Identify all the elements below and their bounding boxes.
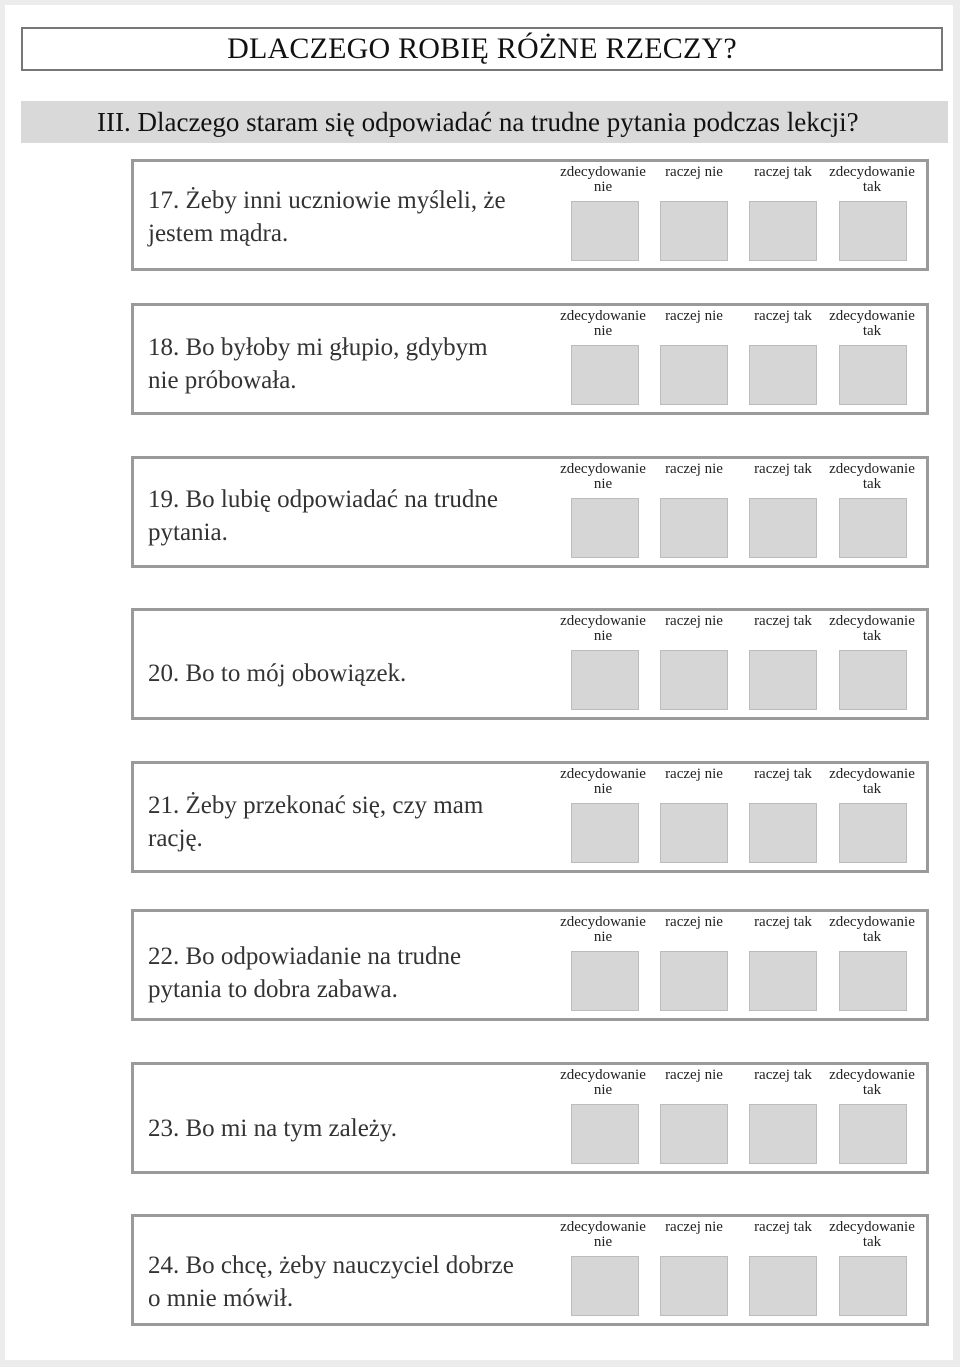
option-label-line2: tak (862, 1234, 882, 1250)
option-label-line1: zdecydowanie (829, 613, 915, 629)
question-text-line: 23. Bo mi na tym zależy. (148, 1115, 398, 1142)
question-text-line: 18. Bo byłoby mi głupio, gdybym (148, 334, 488, 361)
option-label-line2: nie (593, 929, 613, 945)
question-text-line: 19. Bo lubię odpowiadać na trudne (148, 486, 498, 513)
option-label (822, 915, 922, 945)
option-label-line1: zdecydowanie (560, 613, 646, 629)
answer-checkbox[interactable] (839, 951, 907, 1011)
question-text-line (148, 624, 548, 657)
question-item (131, 456, 929, 568)
option-label (822, 309, 922, 339)
option-label (644, 614, 744, 629)
question-text-line: pytania. (148, 519, 228, 546)
option-label (733, 1068, 833, 1083)
answer-checkbox[interactable] (660, 498, 728, 558)
option-label-line1: zdecydowanie (560, 914, 646, 930)
answer-checkbox[interactable] (571, 803, 639, 863)
question-text-line: 20. Bo to mój obowiązek. (148, 660, 407, 687)
answer-checkbox[interactable] (571, 650, 639, 710)
option-label-line1: zdecydowanie (829, 308, 915, 324)
option-label (553, 915, 653, 945)
answer-checkbox[interactable] (839, 498, 907, 558)
option-label-line1: raczej tak (754, 914, 812, 930)
option-label (644, 1220, 744, 1235)
answer-checkbox[interactable] (749, 650, 817, 710)
question-item (131, 159, 929, 271)
option-label (822, 462, 922, 492)
option-label-line1: zdecydowanie (560, 308, 646, 324)
option-label-line1: zdecydowanie (560, 766, 646, 782)
answer-checkbox[interactable] (660, 1256, 728, 1316)
option-label-line2: nie (593, 1082, 613, 1098)
option-label (553, 1220, 653, 1250)
option-label-line1: raczej tak (754, 1067, 812, 1083)
option-label (733, 1220, 833, 1235)
option-label (822, 767, 922, 797)
option-label-line1: raczej nie (665, 613, 723, 629)
option-label-line2: tak (862, 476, 882, 492)
answer-checkbox[interactable] (660, 1104, 728, 1164)
option-label-line1: zdecydowanie (829, 914, 915, 930)
answer-checkbox[interactable] (839, 345, 907, 405)
question-item (131, 303, 929, 415)
option-label-line2: tak (862, 323, 882, 339)
option-label-line1: raczej nie (665, 1067, 723, 1083)
question-text-line: rację. (148, 825, 203, 852)
option-label (733, 614, 833, 629)
option-label (644, 165, 744, 180)
answer-checkbox[interactable] (571, 345, 639, 405)
question-item (131, 1214, 929, 1326)
option-label-line2: tak (862, 628, 882, 644)
question-text-line (148, 1079, 548, 1112)
question-text-line: 24. Bo chcę, żeby nauczyciel dobrze (148, 1252, 514, 1279)
answer-checkbox[interactable] (660, 650, 728, 710)
answer-checkbox[interactable] (839, 201, 907, 261)
option-label (733, 915, 833, 930)
option-label (644, 767, 744, 782)
question-text (148, 789, 548, 855)
answer-checkbox[interactable] (749, 498, 817, 558)
option-label (733, 462, 833, 477)
question-item (131, 761, 929, 873)
answer-checkbox[interactable] (660, 345, 728, 405)
option-label-line1: raczej tak (754, 766, 812, 782)
question-text (148, 331, 548, 397)
question-text (148, 1249, 548, 1315)
option-label-line1: zdecydowanie (560, 164, 646, 180)
option-label (553, 309, 653, 339)
question-text (148, 1079, 548, 1145)
option-label-line1: raczej nie (665, 461, 723, 477)
option-label-line1: raczej tak (754, 1219, 812, 1235)
option-label (553, 614, 653, 644)
answer-checkbox[interactable] (839, 1256, 907, 1316)
option-label-line1: zdecydowanie (829, 1067, 915, 1083)
answer-checkbox[interactable] (749, 201, 817, 261)
answer-checkbox[interactable] (749, 345, 817, 405)
question-text-line: nie próbowała. (148, 367, 297, 394)
option-label-line2: nie (593, 476, 613, 492)
option-label (822, 165, 922, 195)
answer-checkbox[interactable] (571, 1256, 639, 1316)
option-label (553, 1068, 653, 1098)
option-label-line1: raczej nie (665, 164, 723, 180)
option-label (553, 165, 653, 195)
answer-checkbox[interactable] (571, 201, 639, 261)
section-header (21, 101, 948, 143)
option-label-line2: tak (862, 179, 882, 195)
option-label (553, 462, 653, 492)
option-label-line2: tak (862, 781, 882, 797)
option-label (733, 767, 833, 782)
option-label-line1: zdecydowanie (829, 461, 915, 477)
question-text (148, 184, 548, 250)
option-label (822, 1220, 922, 1250)
option-label (733, 165, 833, 180)
page-title (21, 27, 943, 71)
answer-checkbox[interactable] (749, 1256, 817, 1316)
question-text-line: 22. Bo odpowiadanie na trudne (148, 943, 462, 970)
option-label-line1: zdecydowanie (560, 1219, 646, 1235)
answer-checkbox[interactable] (749, 1104, 817, 1164)
option-label-line1: zdecydowanie (829, 1219, 915, 1235)
option-label-line1: raczej nie (665, 1219, 723, 1235)
option-label-line2: tak (862, 1082, 882, 1098)
option-label (644, 1068, 744, 1083)
question-text-line: o mnie mówił. (148, 1285, 294, 1312)
option-label-line1: raczej tak (754, 308, 812, 324)
question-text (148, 940, 548, 1006)
answer-checkbox[interactable] (660, 201, 728, 261)
option-label-line1: zdecydowanie (829, 766, 915, 782)
answer-checkbox[interactable] (571, 1104, 639, 1164)
option-label-line2: nie (593, 628, 613, 644)
option-label-line2: nie (593, 781, 613, 797)
question-item (131, 608, 929, 720)
option-label-line1: raczej tak (754, 461, 812, 477)
answer-checkbox[interactable] (660, 803, 728, 863)
question-text-line: 21. Żeby przekonać się, czy mam (148, 792, 484, 819)
option-label-line2: nie (593, 323, 613, 339)
option-label (822, 614, 922, 644)
question-text-line: 17. Żeby inni uczniowie myśleli, że (148, 187, 506, 214)
question-text-line: jestem mądra. (148, 220, 289, 247)
answer-checkbox[interactable] (571, 951, 639, 1011)
option-label-line1: zdecydowanie (560, 461, 646, 477)
question-text (148, 483, 548, 549)
question-item (131, 909, 929, 1021)
option-label (644, 462, 744, 477)
option-label (822, 1068, 922, 1098)
option-label (644, 309, 744, 324)
page-title-text: DLACZEGO ROBIĘ RÓŻNE RZECZY? (227, 32, 737, 65)
option-label (553, 767, 653, 797)
survey-page (5, 5, 953, 1360)
option-label-line1: raczej tak (754, 164, 812, 180)
option-label (644, 915, 744, 930)
answer-checkbox[interactable] (839, 1104, 907, 1164)
answer-checkbox[interactable] (839, 803, 907, 863)
option-label-line1: raczej nie (665, 766, 723, 782)
option-label (733, 309, 833, 324)
answer-checkbox[interactable] (839, 650, 907, 710)
answer-checkbox[interactable] (749, 951, 817, 1011)
answer-checkbox[interactable] (660, 951, 728, 1011)
option-label-line1: zdecydowanie (560, 1067, 646, 1083)
section-header-text: III. Dlaczego staram się odpowiadać na trudne pytania podczas lekcji? (97, 106, 859, 137)
option-label-line1: raczej nie (665, 914, 723, 930)
question-item (131, 1062, 929, 1174)
question-text-line: pytania to dobra zabawa. (148, 976, 398, 1003)
option-label-line1: raczej nie (665, 308, 723, 324)
option-label-line2: nie (593, 1234, 613, 1250)
option-label-line1: zdecydowanie (829, 164, 915, 180)
answer-checkbox[interactable] (571, 498, 639, 558)
option-label-line2: tak (862, 929, 882, 945)
option-label-line2: nie (593, 179, 613, 195)
answer-checkbox[interactable] (749, 803, 817, 863)
question-text (148, 624, 548, 690)
option-label-line1: raczej tak (754, 613, 812, 629)
